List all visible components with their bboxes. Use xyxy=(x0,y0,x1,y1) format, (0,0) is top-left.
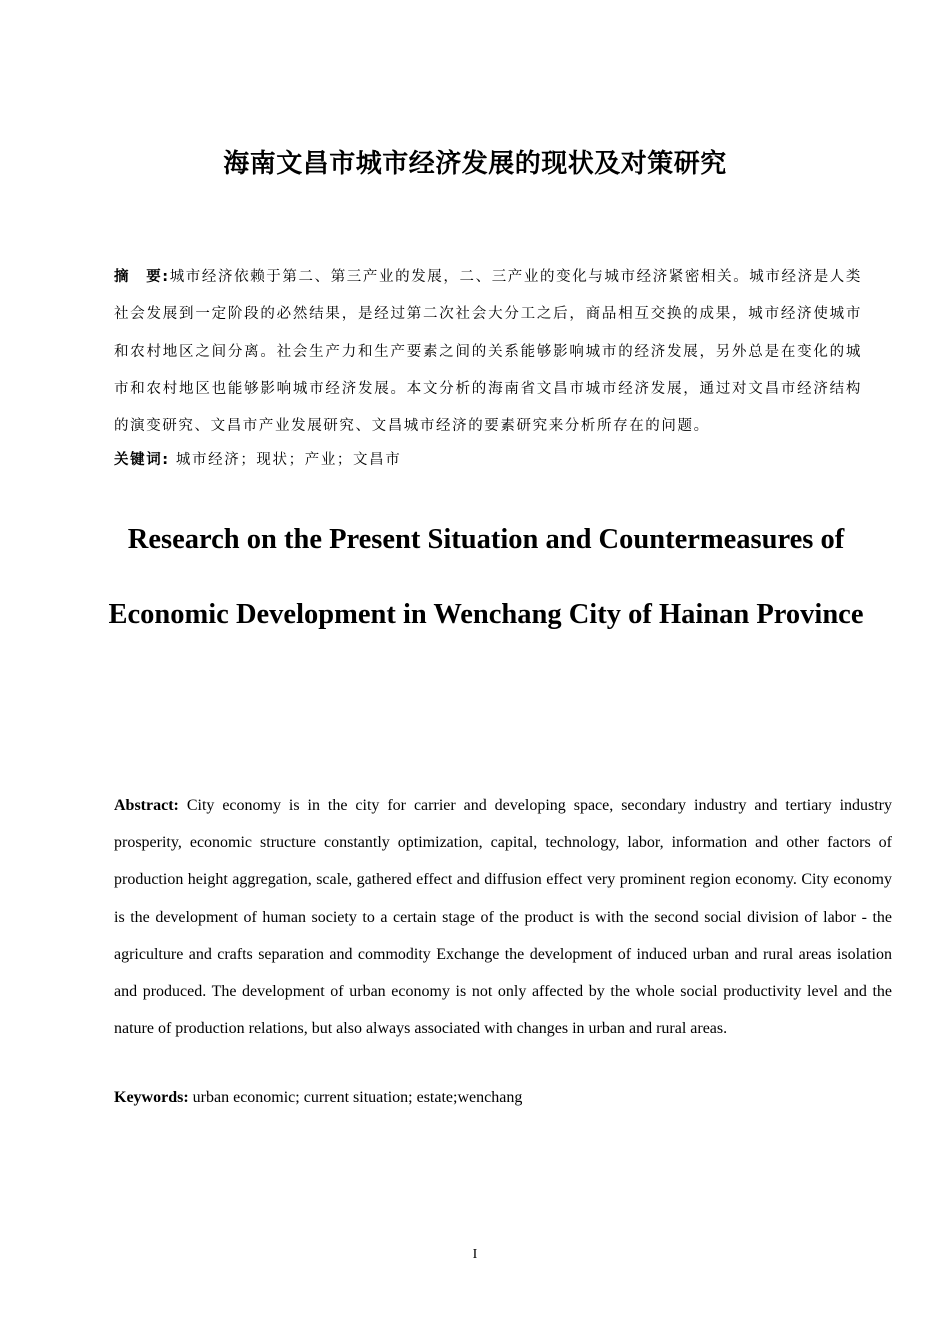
chinese-keywords-label: 关键词: xyxy=(114,452,170,468)
chinese-abstract-label: 摘 要: xyxy=(114,269,170,285)
english-keywords xyxy=(114,1086,892,1110)
chinese-keywords xyxy=(114,447,862,473)
chinese-abstract-text: 城市经济依赖于第二、第三产业的发展，二、三产业的变化与城市经济紧密相关。城市经济是人类社会发展到一定阶段的必然结果，是经过第二次社会大分工之后，商品相互交换的成果，城市经济使城市和农村地区之间分离。社会生产力和生产要素之间的关系能够影响城市的经济发展，另外总是在变化的城市和农村地区也能够影响城市经济发展。本文分析的海南省文昌市城市经济发展，通过对文昌市经济结构的演变研究、文昌市产业发展研究、文昌城市经济的要素研究来分析所存在的问题。 xyxy=(114,269,862,435)
chinese-abstract xyxy=(114,259,862,445)
english-abstract-label: Abstract: xyxy=(114,797,179,814)
chinese-keywords-text: 城市经济；现状；产业；文昌市 xyxy=(175,452,402,468)
english-abstract-text: City economy is in the city for carrier and developing space, secondary industry and tertiary industry prosperity, economic structure constantly optimization, capital, technology, labor, information and other factors of production height aggregation, scale, gathered effect and diffusion effect very prominent region economy. City economy is the development of human society to a certain stage of the product is with the second social division of labor - the agriculture and crafts separation and commodity Exchange the development of induced urban and rural areas isolation and produced. The development of urban economy is not only affected by the whole social productivity level and the nature of production relations, but also always associated with changes in urban and rural areas. xyxy=(114,797,893,1038)
english-abstract xyxy=(114,787,892,1047)
english-keywords-text: urban economic; current situation; estate;wenchang xyxy=(192,1089,523,1106)
english-title: Research on the Present Situation and Countermeasures of Economic Development in Wenchang City of Hainan Province xyxy=(108,524,864,630)
chinese-title: 海南文昌市城市经济发展的现状及对策研究 xyxy=(223,149,727,179)
page-number: I xyxy=(472,1247,478,1262)
english-keywords-label: Keywords: xyxy=(114,1089,189,1106)
